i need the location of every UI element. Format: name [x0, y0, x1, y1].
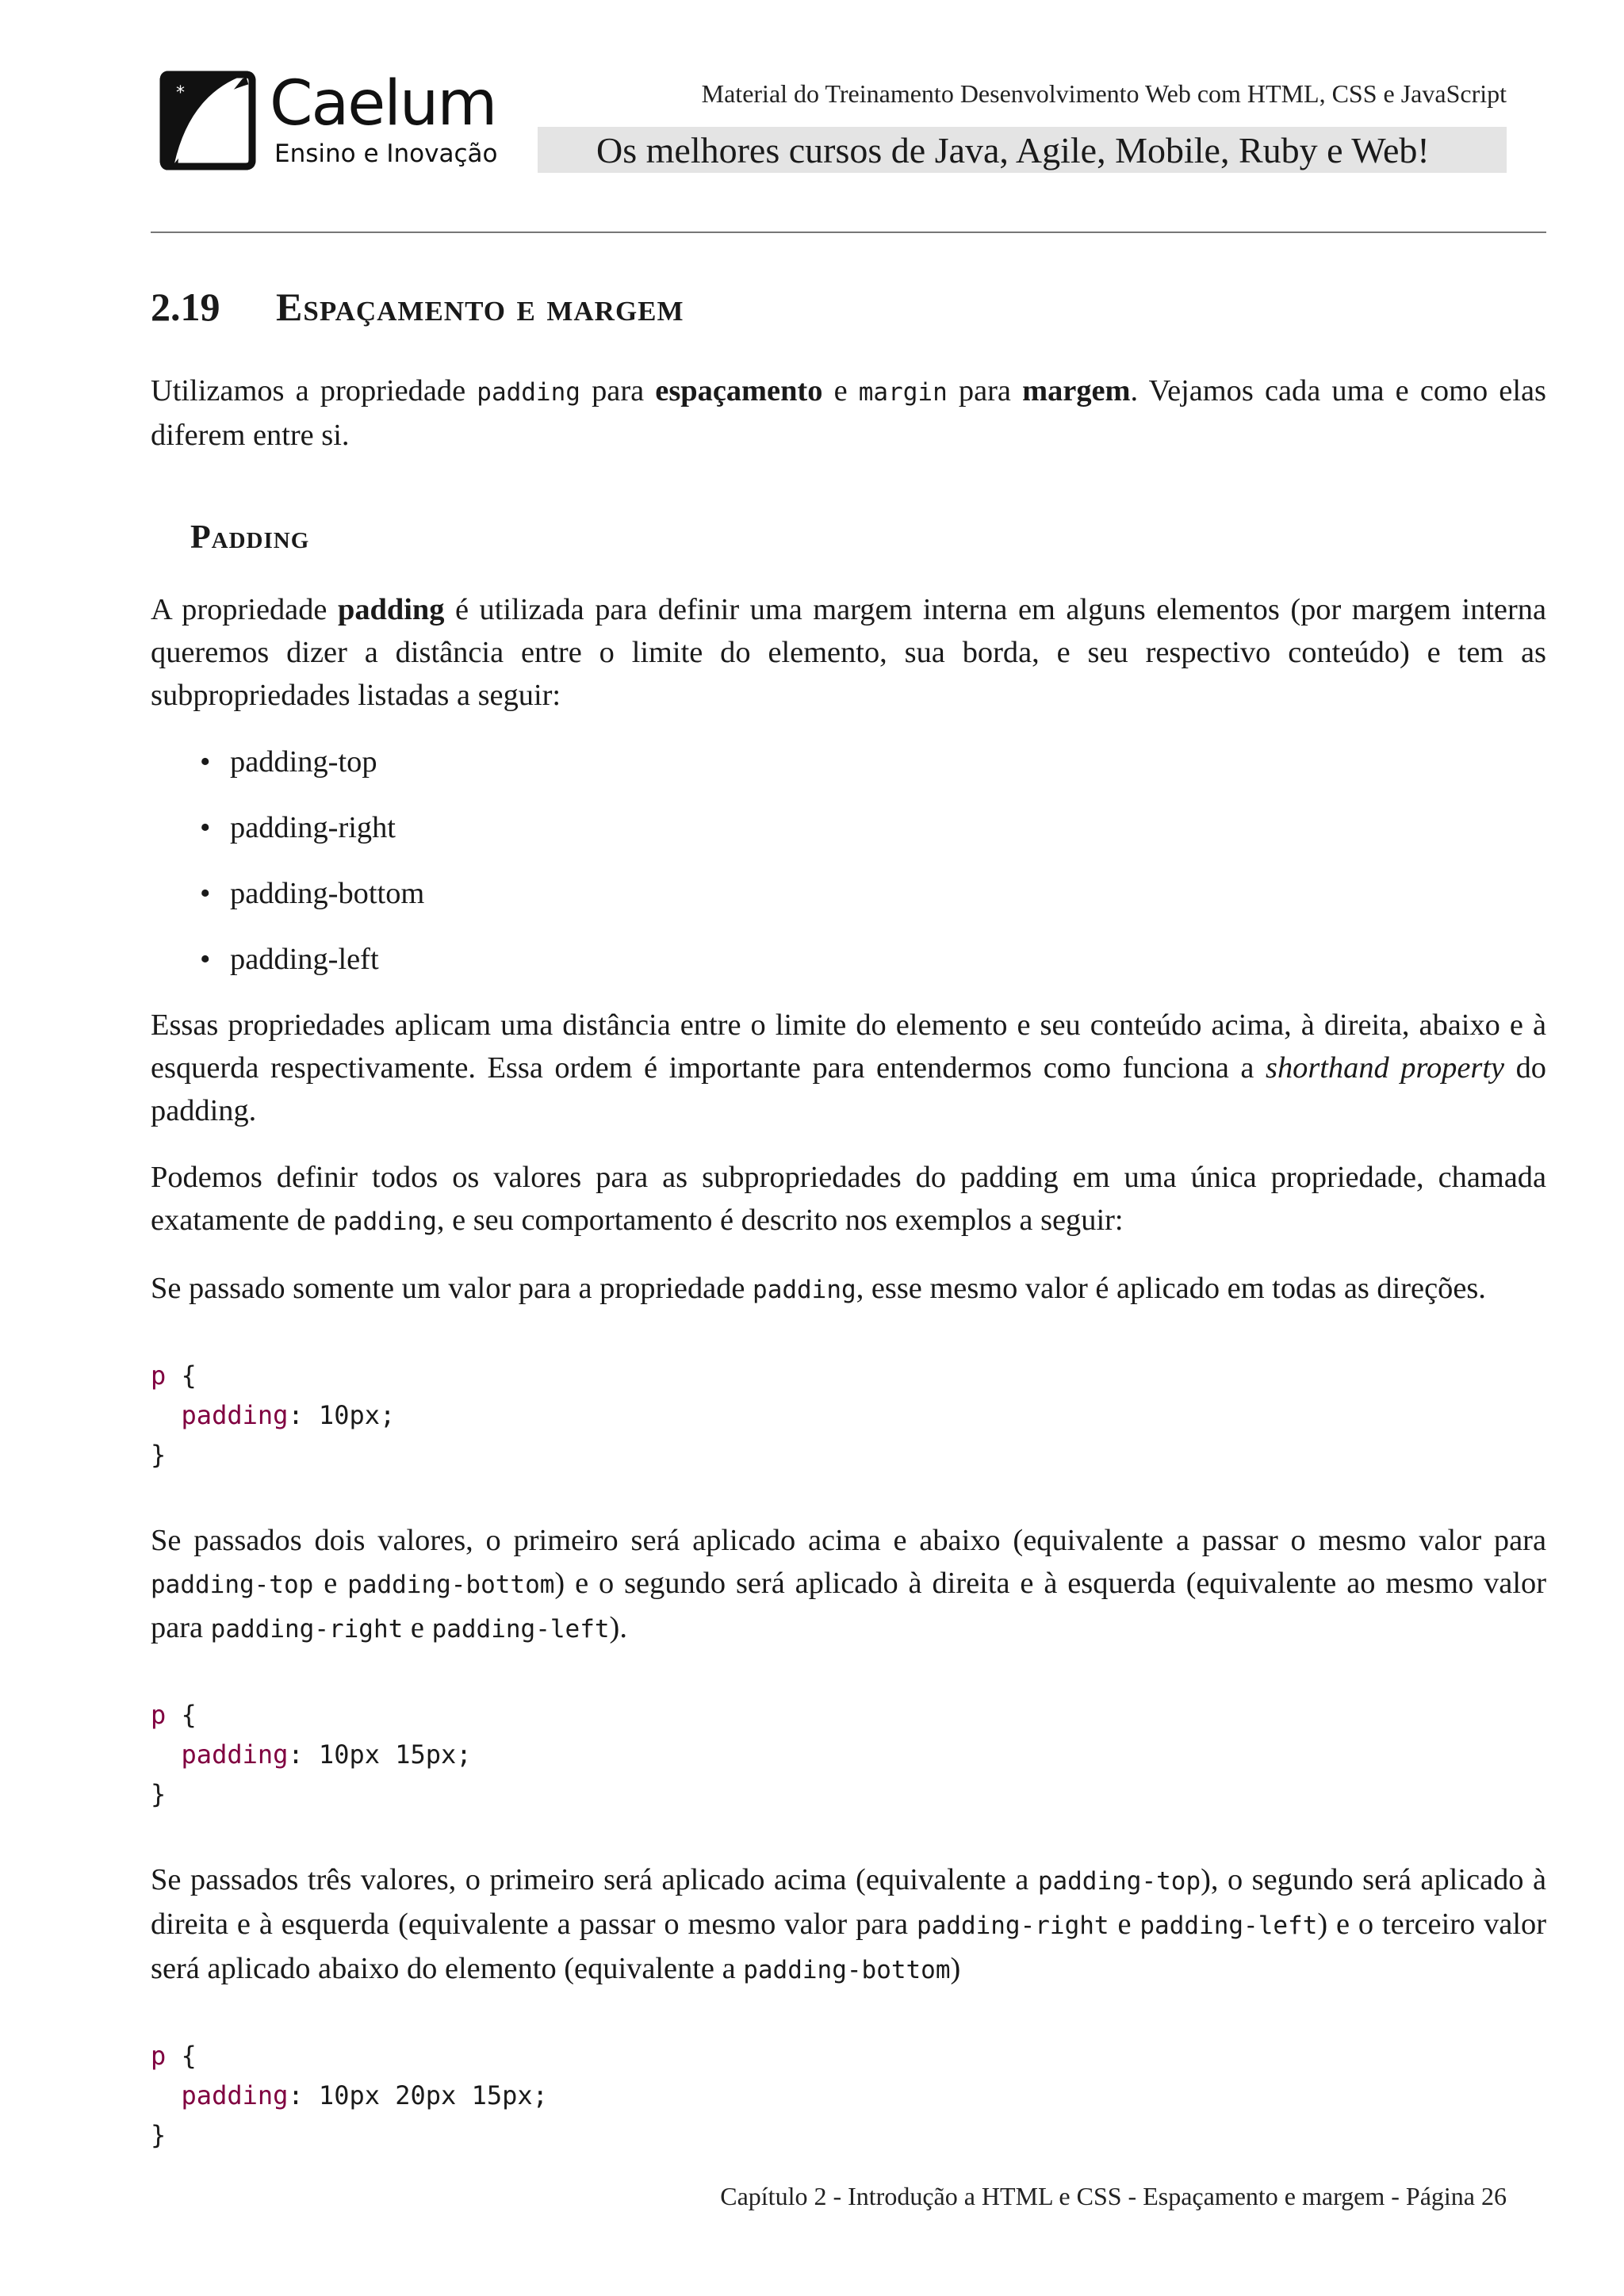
bullet-icon: •	[200, 877, 211, 910]
inline-code: padding	[333, 1207, 437, 1236]
bullet-icon: •	[200, 811, 211, 844]
inline-code: padding-bottom	[743, 1956, 951, 1984]
logo-tagline: Ensino e Inovação	[274, 140, 498, 168]
text-run: Essas propriedades aplicam uma distância entre o limite do elemento e seu conteúdo acima, à direita, abaixo e à esquerda respectivamente. Essa ordem é importante para entendermos como funciona a	[151, 1008, 1546, 1085]
logo-wordmark: Caelum	[270, 68, 496, 140]
list-item	[151, 806, 1546, 849]
code-value: : 10px 15px;	[288, 1739, 472, 1770]
code-brace: {	[166, 2041, 197, 2071]
code-property: padding	[181, 1739, 289, 1770]
text-run: para	[580, 374, 656, 408]
code-property: padding	[181, 2080, 289, 2110]
caelum-logo-icon	[159, 70, 257, 171]
list-item-text: padding-left	[230, 943, 379, 976]
text-run: . Vejamos cada uma e como elas diferem entre si.	[151, 374, 1546, 452]
header-divider	[151, 232, 1546, 233]
code-value: : 10px 20px 15px;	[288, 2080, 548, 2110]
code-example-3	[151, 2036, 1546, 2155]
text-run: A propriedade	[151, 593, 338, 626]
text-run: Podemos definir todos os valores para as subpropriedades do padding em uma única propriedade, chamada exatamente de	[151, 1161, 1546, 1237]
text-run: e	[313, 1567, 348, 1600]
shorthand-paragraph	[151, 1156, 1546, 1243]
inline-code: padding-left	[431, 1615, 610, 1644]
one-value-paragraph	[151, 1267, 1546, 1311]
code-brace: }	[151, 1779, 167, 1809]
text-run: Se passados dois valores, o primeiro será aplicado acima e abaixo (equivalente a passar o mesmo valor para	[151, 1524, 1546, 1557]
inline-code: padding	[477, 378, 580, 407]
inline-code: padding-top	[151, 1571, 314, 1599]
code-selector: p	[151, 1360, 167, 1391]
bullet-icon: •	[200, 745, 211, 779]
section-number: 2.19	[151, 285, 220, 329]
text-run: para	[947, 374, 1023, 408]
code-selector: p	[151, 1700, 167, 1730]
list-item	[151, 740, 1546, 783]
inline-code: padding-top	[1037, 1867, 1201, 1896]
text-run: do padding.	[151, 1051, 1546, 1127]
intro-paragraph	[151, 369, 1546, 457]
header-course-title: Material do Treinamento Desenvolvimento Web com HTML, CSS e JavaScript	[701, 79, 1507, 108]
text-run: e	[822, 374, 859, 408]
header-banner	[538, 127, 1507, 173]
subsection-title: Padding	[190, 519, 310, 556]
padding-paragraph	[151, 588, 1546, 717]
bold-term: espaçamento	[655, 374, 823, 408]
text-run: Utilizamos a propriedade	[151, 374, 477, 408]
list-item	[151, 872, 1546, 915]
subproperty-list	[151, 740, 1546, 981]
page-content	[151, 279, 1546, 2199]
text-run: ).	[609, 1611, 627, 1644]
code-brace: }	[151, 2120, 167, 2150]
order-paragraph	[151, 1004, 1546, 1132]
text-run: e	[403, 1611, 432, 1644]
code-brace: }	[151, 1440, 167, 1470]
list-item-text: padding-bottom	[230, 877, 425, 910]
list-item-text: padding-top	[230, 745, 377, 779]
text-run: Se passado somente um valor para a propriedade	[151, 1272, 753, 1305]
code-brace: {	[166, 1360, 197, 1391]
three-values-paragraph	[151, 1858, 1546, 1992]
bold-term: padding	[337, 593, 445, 626]
bold-term: margem	[1022, 374, 1131, 408]
svg-text:*: *	[176, 83, 185, 103]
header-banner-text: Os melhores cursos de Java, Agile, Mobile, Ruby e Web!	[596, 130, 1430, 170]
list-item	[151, 938, 1546, 981]
text-run: )	[950, 1952, 961, 1985]
text-run: é utilizada para definir uma margem interna em alguns elementos (por margem interna queremos dizer a distância entre o limite do elemento, sua borda, e seu respectivo conteúdo) e tem as subpropriedades listadas a seguir:	[151, 593, 1546, 712]
italic-term: shorthand property	[1266, 1051, 1505, 1085]
code-brace: {	[166, 1700, 197, 1730]
bullet-icon: •	[200, 943, 211, 976]
two-values-paragraph	[151, 1519, 1546, 1651]
text-run: ) e o terceiro valor será aplicado abaixo do elemento (equivalente a	[151, 1908, 1546, 1985]
inline-code: padding-left	[1139, 1911, 1318, 1940]
inline-code: padding-right	[210, 1615, 404, 1644]
inline-code: padding	[753, 1276, 856, 1304]
code-property: padding	[181, 1400, 289, 1430]
inline-code: margin	[858, 378, 948, 407]
text-run: Se passados três valores, o primeiro será aplicado acima (equivalente a	[151, 1863, 1038, 1896]
caelum-logo	[159, 70, 571, 174]
code-example-2	[151, 1695, 1546, 1814]
inline-code: padding-right	[916, 1911, 1109, 1940]
text-run: ), o segundo será aplicado à direita e à esquerda (equivalente a passar o mesmo valor para	[151, 1863, 1546, 1941]
inline-code: padding-bottom	[347, 1571, 555, 1599]
code-value: : 10px;	[288, 1400, 396, 1430]
text-run: , esse mesmo valor é aplicado em todas as direções.	[856, 1272, 1486, 1305]
text-run: , e seu comportamento é descrito nos exemplos a seguir:	[436, 1203, 1124, 1237]
text-run: e	[1109, 1908, 1140, 1941]
code-selector: p	[151, 2041, 167, 2071]
list-item-text: padding-right	[230, 811, 396, 844]
document-page	[151, 0, 1546, 2296]
section-title-text: Espaçamento e margem	[276, 285, 684, 329]
section-title	[151, 279, 1546, 335]
text-run: ) e o segundo será aplicado à direita e à esquerda (equivalente ao mesmo valor para	[151, 1567, 1546, 1644]
page-footer: Capítulo 2 - Introdução a HTML e CSS - Espaçamento e margem - Página 26	[720, 2182, 1507, 2210]
code-example-1	[151, 1356, 1546, 1475]
